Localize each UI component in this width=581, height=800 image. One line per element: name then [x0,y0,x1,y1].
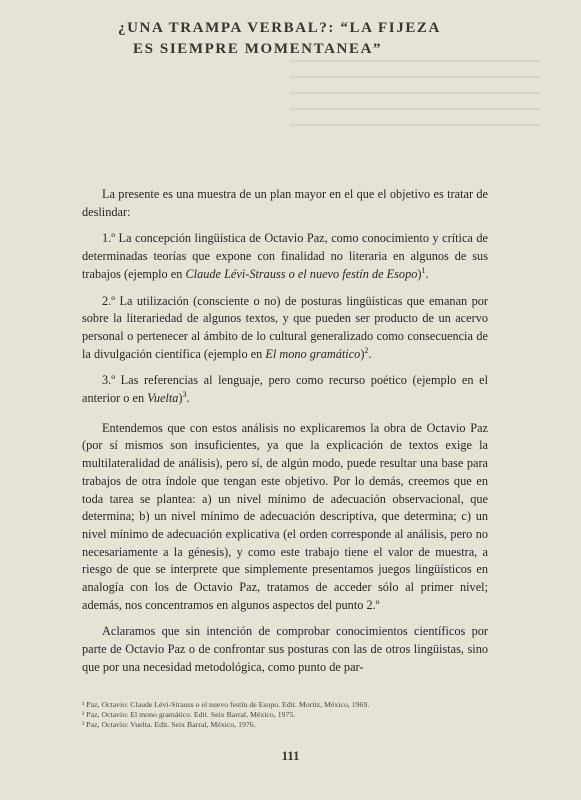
page-title [118,18,478,60]
item-3-close: ) [178,391,183,406]
item-3-text: 3.º Las referencias al lenguaje, pero como recurso poético (ejemplo en el anterior o en [82,373,488,406]
item-3-end: . [186,391,190,406]
body-paragraph-clarification: Aclaramos que sin intención de comprobar conocimientos científicos por parte de Octavio Paz o de confrontar sus posturas con las de otros lingüistas, sino que por una necesidad metodológica, como punto de par- [82,624,488,674]
footnote-ref-1: 1 [421,265,426,275]
body-paragraph-levels: Entendemos que con estos análisis no explicaremos la obra de Octavio Paz (por sí mismos son insuficientes, ya que la explicación de textos exige la multilateralidad de análisis), pero sí, de algún modo, puede resultar una base para trabajos de otra índole que tengan este objetivo. Por lo demás, creemos que en toda tarea se plantea: a) un nivel mínimo de adecuación observacional, que determina; b) un nivel mínimo de adecuación descriptiva, que determina; c) un nivel mínimo de adecuación explicativa (el orden corresponde al análisis, pero no necesariamente a la génesis), y como este trabajo tiene el valor de muestra, a riesgo de que se interprete que simplemente presentamos juegos lingüísticos en analogía con los de Octavio Paz, tratamos de acceder sólo al primer nivel; además, nos concentramos en algunos aspectos del punto 2.º [82,420,488,612]
intro-paragraph: La presente es una muestra de un plan mayor en el que el objetivo es tratar de deslindar: [82,187,488,219]
footnote-2: ² Paz, Octavio: El mono gramático. Edit. Seix Barral, Méxic​o, 1975. [82,710,296,719]
footnote-3: ³ Paz, Octavio: Vuelta. Edit. Seix Barral, México, 1976. [82,720,256,729]
footnote-ref-3: 3 [182,389,187,399]
footnotes [82,700,488,730]
footnote-ref-2: 2 [364,345,369,355]
item-3 [82,372,488,407]
title-line-1: ¿UNA TRAMPA VERBAL?: “LA FIJEZA [118,20,441,36]
item-1-work: Claude Lévi-Strauss o el nuevo festín de Esopo [185,266,418,281]
title-line-2: ES SIEMPRE MOMENTANEA” [133,41,383,57]
show-through-text [290,60,540,140]
item-1 [82,230,488,283]
item-1-text: 1.º La concepción lingüística de Octavio Paz, como conocimiento y crítica de determinadas teorías que expone con finalidad no literaria en algunos de sus trabajos (ejemplo en [82,231,488,281]
item-2 [82,293,488,364]
item-1-close: ) [417,266,422,281]
body-text [82,186,488,686]
item-2-text: 2.º La utilización (consciente o no) de posturas lingüísticas que emanan por sobre la literariedad de algunos textos, y que pueden ser producto de un acervo personal o pertenecer al ámbito de lo cultural generalizado como consecuencia de la divulgación científica (ejemplo en [82,293,488,361]
item-2-close: ) [360,346,365,361]
item-2-end: . [368,346,372,361]
footnote-1: ¹ Paz, Octavio: Claude Lévi-Strauss o el nuevo festín de Esopo. Edit. Mortiz, México, 1969. [82,700,370,709]
page-number: 111 [281,748,300,763]
item-3-work: Vuelta [147,391,179,406]
item-2-work: El mono gramático [265,346,361,361]
item-1-end: . [425,266,429,281]
